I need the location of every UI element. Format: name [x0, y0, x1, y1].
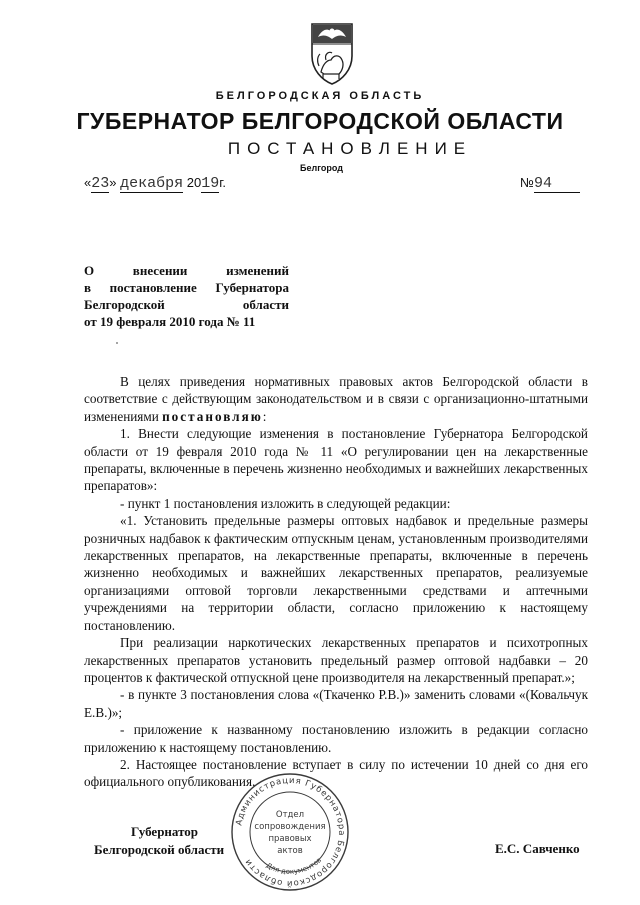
date-day: 23	[91, 175, 110, 192]
svg-text:Для документов: Для документов	[264, 856, 323, 876]
subject-line: О внесении изменений	[84, 263, 289, 278]
governor-title: ГУБЕРНАТОР БЕЛГОРОДСКОЙ ОБЛАСТИ	[76, 108, 564, 134]
subject-line: в постановление Губернатора	[84, 280, 289, 295]
signatory-title-line2: Белгородской области	[94, 842, 225, 857]
document-number: №94	[520, 175, 580, 193]
stamp-line: актов	[277, 846, 303, 856]
official-stamp	[228, 770, 352, 894]
body-paragraph: 2. Настоящее постановление вступает в силу по истечении 10 дней со дня его официального опубликования.	[84, 756, 588, 790]
body-paragraph: - пункт 1 постановления изложить в следующей редакции:	[120, 495, 451, 511]
number-value: 94	[534, 175, 580, 193]
subject-line: Белгородской области	[84, 297, 289, 312]
city-name: Белгород	[300, 163, 343, 173]
document-subject	[84, 262, 289, 330]
coat-of-arms-emblem	[309, 22, 355, 86]
date-year: 19	[201, 175, 220, 192]
document-type: ПОСТАНОВЛЕНИЕ	[227, 139, 473, 158]
stamp-line: правовых	[268, 834, 312, 844]
document-date: «23» декабря 2019г.	[84, 175, 227, 192]
region-name: БЕЛГОРОДСКАЯ ОБЛАСТЬ	[215, 90, 425, 102]
body-paragraph: 1. Внести следующие изменения в постановление Губернатора Белгородской области от 19 февраля 2010 года № 11 «О регулировании цен на лекарственные препараты, включенные в перечень жизненно необходимых и важнейших лекарственных препаратов»:	[84, 426, 588, 494]
body-paragraph: - приложение к названному постановлению изложить в редакции согласно приложению к настоящему постановлению.	[84, 722, 588, 755]
stamp-line: сопровождения	[254, 822, 326, 832]
preamble-paragraph: В целях приведения нормативных правовых актов Белгородской области в соответствие с действующим законодательством и в связи с организационно-штатными изменениями постановляю:	[84, 374, 588, 424]
body-paragraph: При реализации наркотических лекарственных препаратов и психотропных лекарственных препаратов установить предельный размер оптовой надбавки – 20 процентов к фактической отпускной цене производителя на лекарственный препарат.»;	[84, 635, 588, 685]
stamp-line: Отдел	[275, 810, 305, 820]
subject-line: от 19 февраля 2010 года № 11	[84, 314, 256, 329]
scan-speck	[116, 342, 118, 344]
body-paragraph: - в пункте 3 постановления слова «(Ткаченко Р.В.)» заменить словами «(Ковальчук Е.В.)»;	[84, 687, 588, 720]
document-body	[84, 373, 588, 791]
svg-text:Администрация Губернатора Белг: Администрация Губернатора Белгородской области	[234, 775, 347, 889]
signatory-name: Е.С. Савченко	[495, 841, 580, 856]
date-month: декабря	[120, 175, 184, 192]
signatory-title-line1: Губернатор	[131, 824, 199, 839]
body-paragraph: «1. Установить предельные размеры оптовых надбавок и предельные размеры розничных надбавок к фактическим отпускным ценам, установленным производителями лекарственных препаратов, на лекарственные препараты, включенные в перечень жизненно необходимых и важнейших лекарственных препаратов, реализуемые организациями оптовой торговли лекарственными средствами и аптечными учреждениями на территории области, согласно приложению к настоящему постановлению.	[84, 513, 588, 633]
